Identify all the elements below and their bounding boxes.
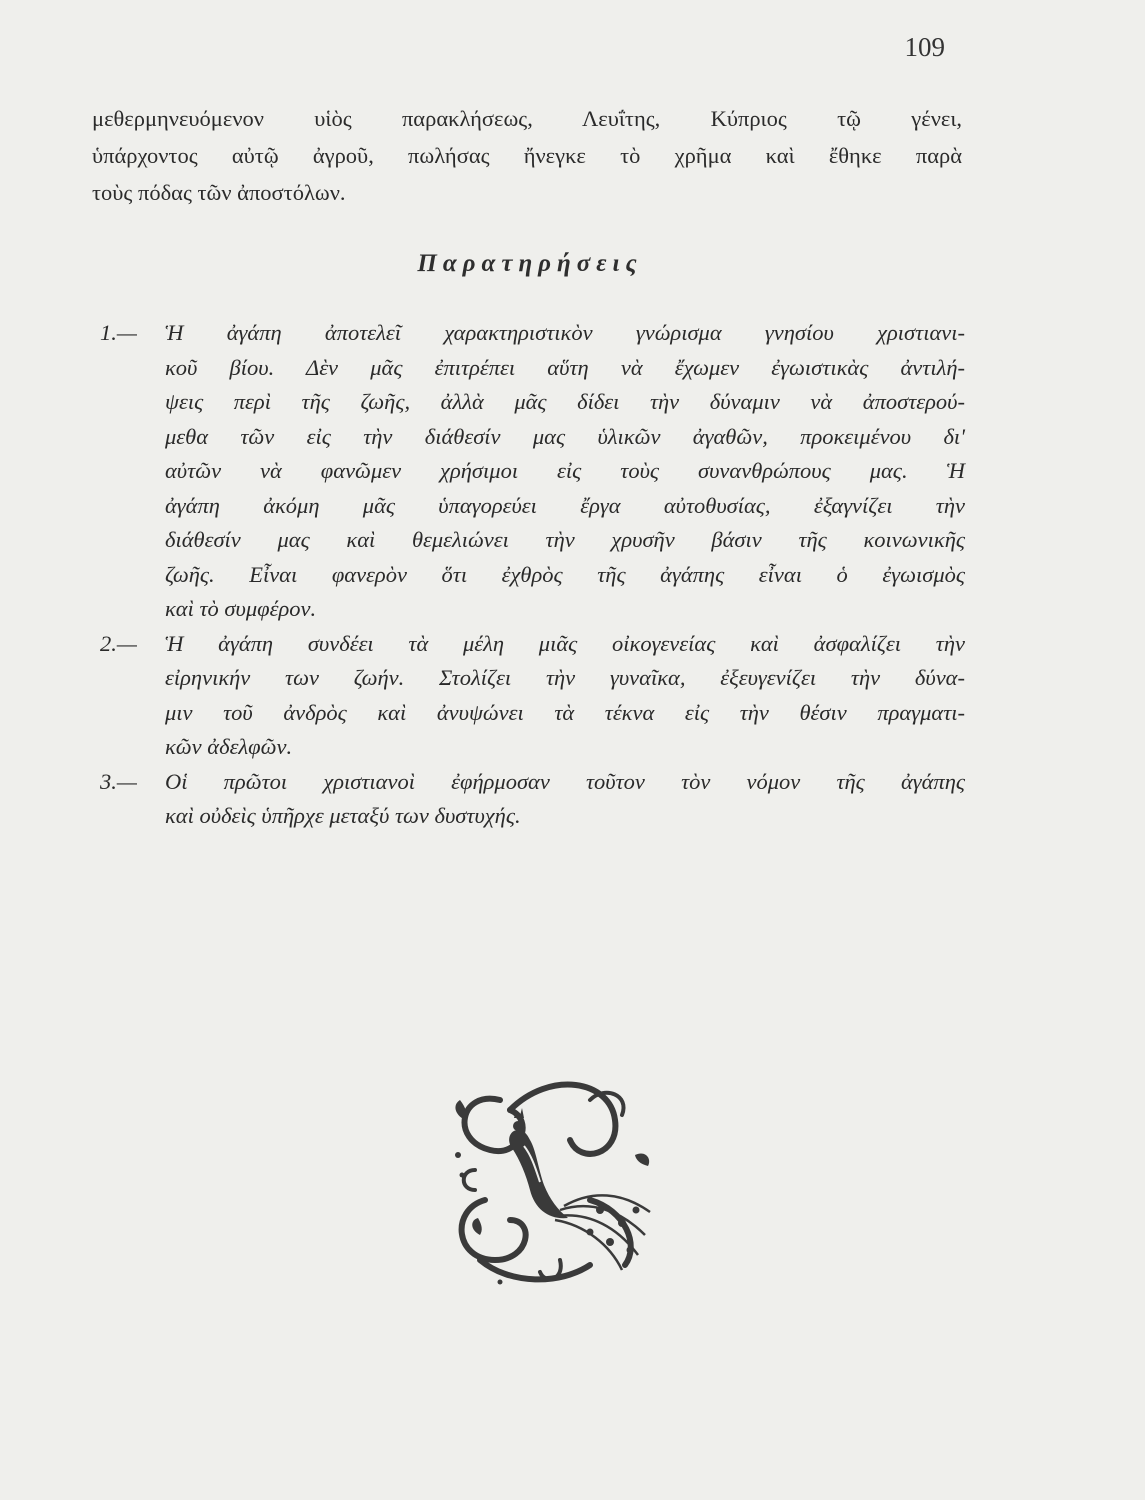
section-heading: Παρατηρήσεις <box>417 250 643 277</box>
intro-line: τοὺς πόδας τῶν ἀποστόλων. <box>92 180 346 205</box>
page-number: 109 <box>904 32 945 62</box>
note-item <box>100 765 965 834</box>
note-line: κῶν ἀδελφῶν. <box>165 734 293 759</box>
note-line: κοῦ βίου. Δὲν μᾶς ἐπιτρέπει αὕτη νὰ ἔχωμεν ἐγωιστικὰς ἀντιλή- <box>165 354 965 380</box>
intro-paragraph <box>92 100 962 211</box>
note-line: μεθα τῶν εἰς τὴν διάθεσίν μας ὑλικῶν ἀγαθῶν, προκειμένου δι' <box>165 423 965 449</box>
intro-line: μεθερμηνευόμενον υἱὸς παρακλήσεως, Λευΐτης, Κύπριος τῷ γένει, <box>92 106 962 131</box>
notes-list <box>100 316 965 834</box>
note-line: ζωῆς. Εἶναι φανερὸν ὅτι ἐχθρὸς τῆς ἀγάπης εἶναι ὁ ἐγωισμὸς <box>165 561 965 587</box>
note-line: ψεις περὶ τῆς ζωῆς, ἀλλὰ μᾶς δίδει τὴν δύναμιν νὰ ἀποστερού- <box>165 389 965 414</box>
note-line: διάθεσίν μας καὶ θεμελιώνει τὴν χρυσῆν βάσιν τῆς κοινωνικῆς <box>165 527 965 552</box>
note-line: Ἡ ἀγάπη συνδέει τὰ μέλη μιᾶς οἰκογενείας καὶ ἀσφαλίζει τὴν <box>165 630 965 656</box>
note-line: εἰρηνικήν των ζωήν. Στολίζει τὴν γυναῖκα, ἐξευγενίζει τὴν δύνα- <box>165 665 965 690</box>
note-line: καὶ τὸ συμφέρον. <box>165 596 317 621</box>
note-line: ἀγάπη ἀκόμη μᾶς ὑπαγορεύει ἔργα αὐτοθυσίας, ἐξαγνίζει τὴν <box>165 492 965 518</box>
note-line: καὶ οὐδεὶς ὑπῆρχε μεταξύ των δυστυχής. <box>165 803 521 828</box>
note-item <box>100 627 965 765</box>
note-item <box>100 316 965 627</box>
note-number: 2.— <box>100 630 137 656</box>
note-number: 3.— <box>100 768 137 794</box>
intro-line: ὑπάρχοντος αὐτῷ ἀγροῦ, πωλήσας ἤνεγκε τὸ χρῆμα καὶ ἔθηκε παρὰ <box>92 143 962 168</box>
peacock-ornament-icon <box>440 1060 670 1290</box>
note-line: μιν τοῦ ἀνδρὸς καὶ ἀνυψώνει τὰ τέκνα εἰς τὴν θέσιν πραγματι- <box>165 699 965 725</box>
note-line: Οἱ πρῶτοι χριστιανοὶ ἐφήρμοσαν τοῦτον τὸν νόμον τῆς ἀγάπης <box>165 768 965 794</box>
note-line: αὐτῶν νὰ φανῶμεν χρήσιμοι εἰς τοὺς συνανθρώπους μας. Ἡ <box>165 458 965 483</box>
note-line: Ἡ ἀγάπη ἀποτελεῖ χαρακτηριστικὸν γνώρισμα γνησίου χριστιανι- <box>165 320 965 345</box>
note-number: 1.— <box>100 320 137 345</box>
